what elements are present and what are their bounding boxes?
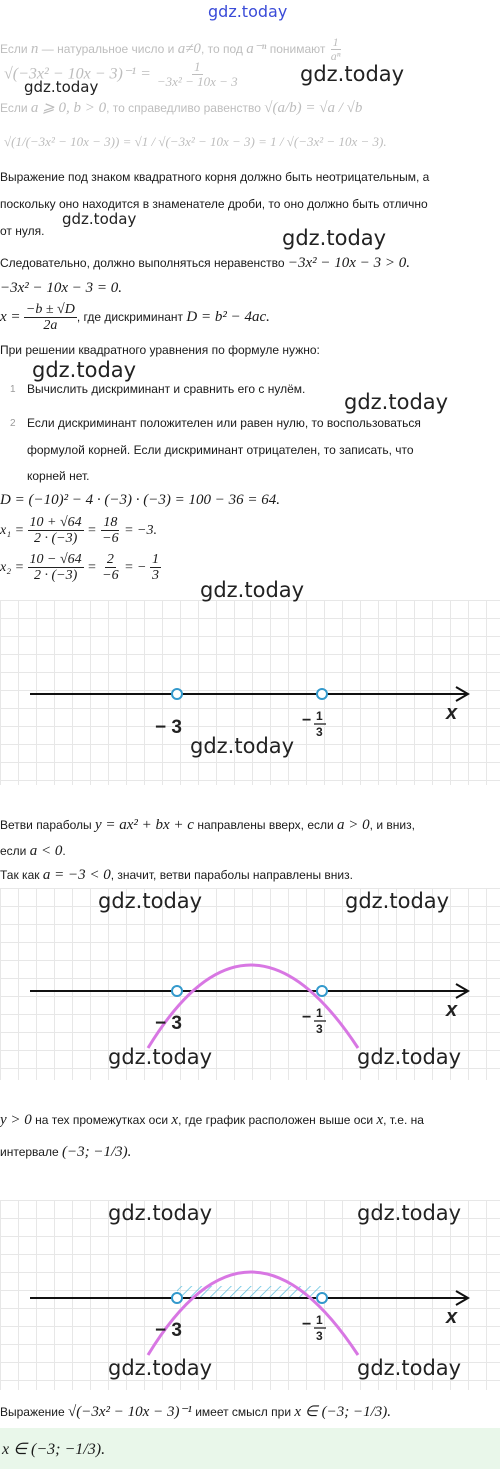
watermark: gdz.today [282,226,387,250]
parabola-text-1 [0,817,415,834]
step-2-line-1: Если дискриминант положителен или равен нулю, то воспользоваться [27,416,421,430]
watermark: gdz.today [190,734,295,758]
point-minus-3 [172,689,182,699]
axis-var-x: x [446,702,458,724]
parabola-curve [148,965,358,1048]
x2-den2: −6 [102,568,119,584]
final-text [0,1402,391,1421]
since-post: , значит, ветви параболы направлены вниз. [110,868,353,882]
ypos-math1: y > 0 [0,1112,32,1128]
x2-num3: 1 [151,552,159,567]
label-den: 3 [316,725,323,739]
watermark: gdz.today [344,390,449,414]
parabola-line2-post: . [62,844,66,858]
intro-math: a≠0 [177,40,201,57]
x1-den2: −6 [102,531,119,547]
parabola-func: y = ax² + bx + c [94,817,194,833]
watermark: gdz.today [345,889,450,913]
intro-text: — натуральное число и [41,41,175,56]
formula-num: −b ± √D [25,302,75,317]
ypos-line2: интервале [0,1145,59,1159]
intro-eq1-num: 1 [194,59,201,74]
label-den: 3 [316,1329,323,1343]
watermark: gdz.today [200,578,305,602]
axis-var-x: x [446,1306,458,1328]
step-1-number: 1 [10,384,16,395]
step-2-line-3: корней нет. [27,469,90,483]
x1-eq: = [87,523,97,539]
intro-math: √(a/b) = √a / √b [264,100,363,116]
label-num: 1 [316,1006,323,1020]
point-minus-one-third [317,986,327,996]
point-minus-3 [172,986,182,996]
parabola-pre: Ветви параболы [0,818,92,832]
answer-box [0,1428,500,1469]
label-minus: − [302,1316,312,1333]
watermark: gdz.today [32,358,137,382]
label-minus: − [302,712,312,729]
intro-eq1-left: √(−3x² − 10x − 3)⁻¹ [4,65,137,83]
intro-math: n [30,40,39,57]
ypos-math2: x [171,1112,179,1128]
parabola-line2-pre: если [0,844,27,858]
ypos-t3: , т.е. на [383,1113,424,1127]
para2-math: −3x² − 10x − 3 > 0. [287,255,410,271]
watermark: gdz.today [108,1356,213,1380]
label-den: 3 [316,1022,323,1036]
ypos-interval: (−3; −1/3). [61,1144,132,1160]
x2-eq: = [87,560,97,576]
x2-num2: 2 [106,552,114,567]
parabola-curve [148,1272,358,1355]
ypos-t2: , где график расположен выше оси [178,1113,374,1127]
final-pre: Выражение [0,1405,65,1419]
intro-eq1-eq: = [140,65,151,83]
intro-frac-num: 1 [332,35,339,49]
x2-result: = − [124,560,147,576]
watermark: gdz.today [98,889,203,913]
formula-den: 2a [43,318,58,334]
rule-intro: При решении квадратного уравнения по формуле нужно: [0,343,320,357]
final-expr: √(−3x² − 10x − 3)⁻¹ [68,1404,192,1420]
point-minus-one-third [317,689,327,699]
final-mid: имеет смысл при [195,1405,292,1419]
x1-num: 10 + √64 [29,515,82,530]
x1-calc [0,515,157,547]
para1-line-3: от нуля. [0,224,45,238]
since-math: a = −3 < 0 [42,867,111,883]
x1-result: = −3. [124,523,157,539]
intro-line-2 [0,98,362,117]
watermark: gdz.today [357,1045,462,1069]
watermark: gdz.today [108,1201,213,1225]
step-2-number: 2 [10,418,16,429]
watermark: gdz.today [24,78,99,96]
step-2-line-2: формулой корней. Если дискриминант отрицателен, то записать, что [27,443,414,457]
x2-calc [0,552,161,584]
roots-formula [0,302,270,334]
label-minus: − [302,1009,312,1026]
x1-den: 2 · (−3) [33,531,78,547]
intro-text: Если [0,101,28,115]
para2-text: Следовательно, должно выполняться неравенство [0,256,285,270]
watermark-top: gdz.today [208,2,288,21]
point-minus-3 [172,1293,182,1303]
formula-disc: D = b² − 4ac. [186,309,270,326]
since-text [0,867,353,884]
watermark: gdz.today [108,1045,213,1069]
eq-zero: −3x² − 10x − 3 = 0. [0,280,123,296]
parabola-c2: a < 0 [29,843,63,859]
watermark: gdz.today [357,1356,462,1380]
intro-frac-den: aⁿ [330,49,341,64]
label-minus-3: − 3 [155,1013,182,1034]
x2-lhs: x₂ = [0,560,25,576]
parabola-c1: a > 0 [337,817,370,833]
point-minus-one-third [317,1293,327,1303]
intro-math: a ⩾ 0, b > 0 [30,100,107,116]
label-num: 1 [316,709,323,723]
intro-eq-2: √(1/(−3x² − 10x − 3)) = √1 / √(−3x² − 10x − 3) = 1 / √(−3x² − 10x − 3). [4,134,387,149]
discriminant-calc: D = (−10)² − 4 · (−3) · (−3) = 100 − 36 = 64. [0,492,281,508]
formula-lhs: x = [0,309,21,326]
x1-lhs: x₁ = [0,523,25,539]
intro-text: , то под [200,41,243,56]
para2 [0,255,410,272]
x2-num: 10 − √64 [29,552,82,567]
since-pre: Так как [0,868,40,882]
intro-text: Если [0,41,28,56]
answer-text: x ∈ (−3; −1/3). [2,1441,106,1458]
x2-den: 2 · (−3) [33,568,78,584]
final-set: x ∈ (−3; −1/3). [294,1404,391,1420]
label-num: 1 [316,1313,323,1327]
parabola-text-2 [0,843,66,860]
x2-den3: 3 [151,568,159,584]
step-1-line-1: Вычислить дискриминант и сравнить его с нулём. [27,382,306,396]
ypos-math3: x [376,1112,384,1128]
x1-num2: 18 [103,515,118,530]
ypos-text-2 [0,1144,131,1161]
intro-text: , то справедливо равенство [106,101,261,115]
para1-line-1: Выражение под знаком квадратного корня должно быть неотрицательным, а [0,170,430,184]
ypos-text-1 [0,1112,424,1129]
watermark: gdz.today [357,1201,462,1225]
parabola-post: , и вниз, [369,818,415,832]
axis-var-x: x [446,999,458,1021]
label-minus-3: − 3 [155,1320,182,1341]
watermark: gdz.today [300,62,405,86]
ypos-t1: на тех промежутках оси [35,1113,169,1127]
intro-math: a⁻ⁿ [246,40,267,57]
intro-eq1-den: −3x² − 10x − 3 [156,74,238,90]
label-minus-3: − 3 [155,717,182,738]
intro-text: понимают [269,41,326,56]
parabola-mid: направлены вверх, если [197,818,334,832]
formula-mid: , где дискриминант [76,310,184,325]
watermark: gdz.today [62,210,137,228]
para1-line-2: поскольку оно находится в знаменателе дроби, то оно должно быть отлично [0,197,428,211]
